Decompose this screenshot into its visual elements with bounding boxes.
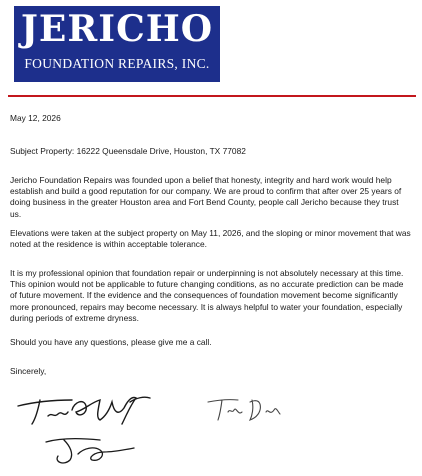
header-divider [8, 95, 416, 97]
signature-1 [14, 388, 154, 432]
letter-paragraph-3: It is my professional opinion that foundation repair or underpinning is not absolutely necessary at this time. This opinion would not be applicable to future changing conditions, as no accurate prediction can be made of future movement. If the evidence and the consequences of foundation movement become significantly more pronounced, repairs may become necessary. It is always helpful to water your foundation, especially during periods of extreme dryness. [10, 268, 404, 323]
logo-subtitle: FOUNDATION REPAIRS, INC. [24, 56, 210, 71]
letter-closing: Sincerely, [10, 366, 47, 376]
logo-wordmark: JERICHO [20, 8, 214, 50]
company-logo [14, 6, 220, 82]
letter-paragraph-1: Jericho Foundation Repairs was founded upon a belief that honesty, integrity and hard work would help establish and build a good reputation for our company. We are proud to confirm that after over 25 years of doing business in the greater Houston area and Fort Bend County, people call Jericho because they trust us. [10, 175, 402, 219]
letter-subject: Subject Property: 16222 Queensdale Drive, Houston, TX 77082 [10, 146, 246, 156]
letter-date: May 12, 2026 [10, 113, 61, 123]
signature-3 [40, 432, 140, 468]
signature-2 [204, 394, 284, 424]
letter-paragraph-4: Should you have any questions, please give me a call. [10, 337, 212, 347]
letter-paragraph-2: Elevations were taken at the subject property on May 11, 2026, and the sloping or minor movement that was noted at the residence is within acceptable tolerance. [10, 228, 411, 250]
